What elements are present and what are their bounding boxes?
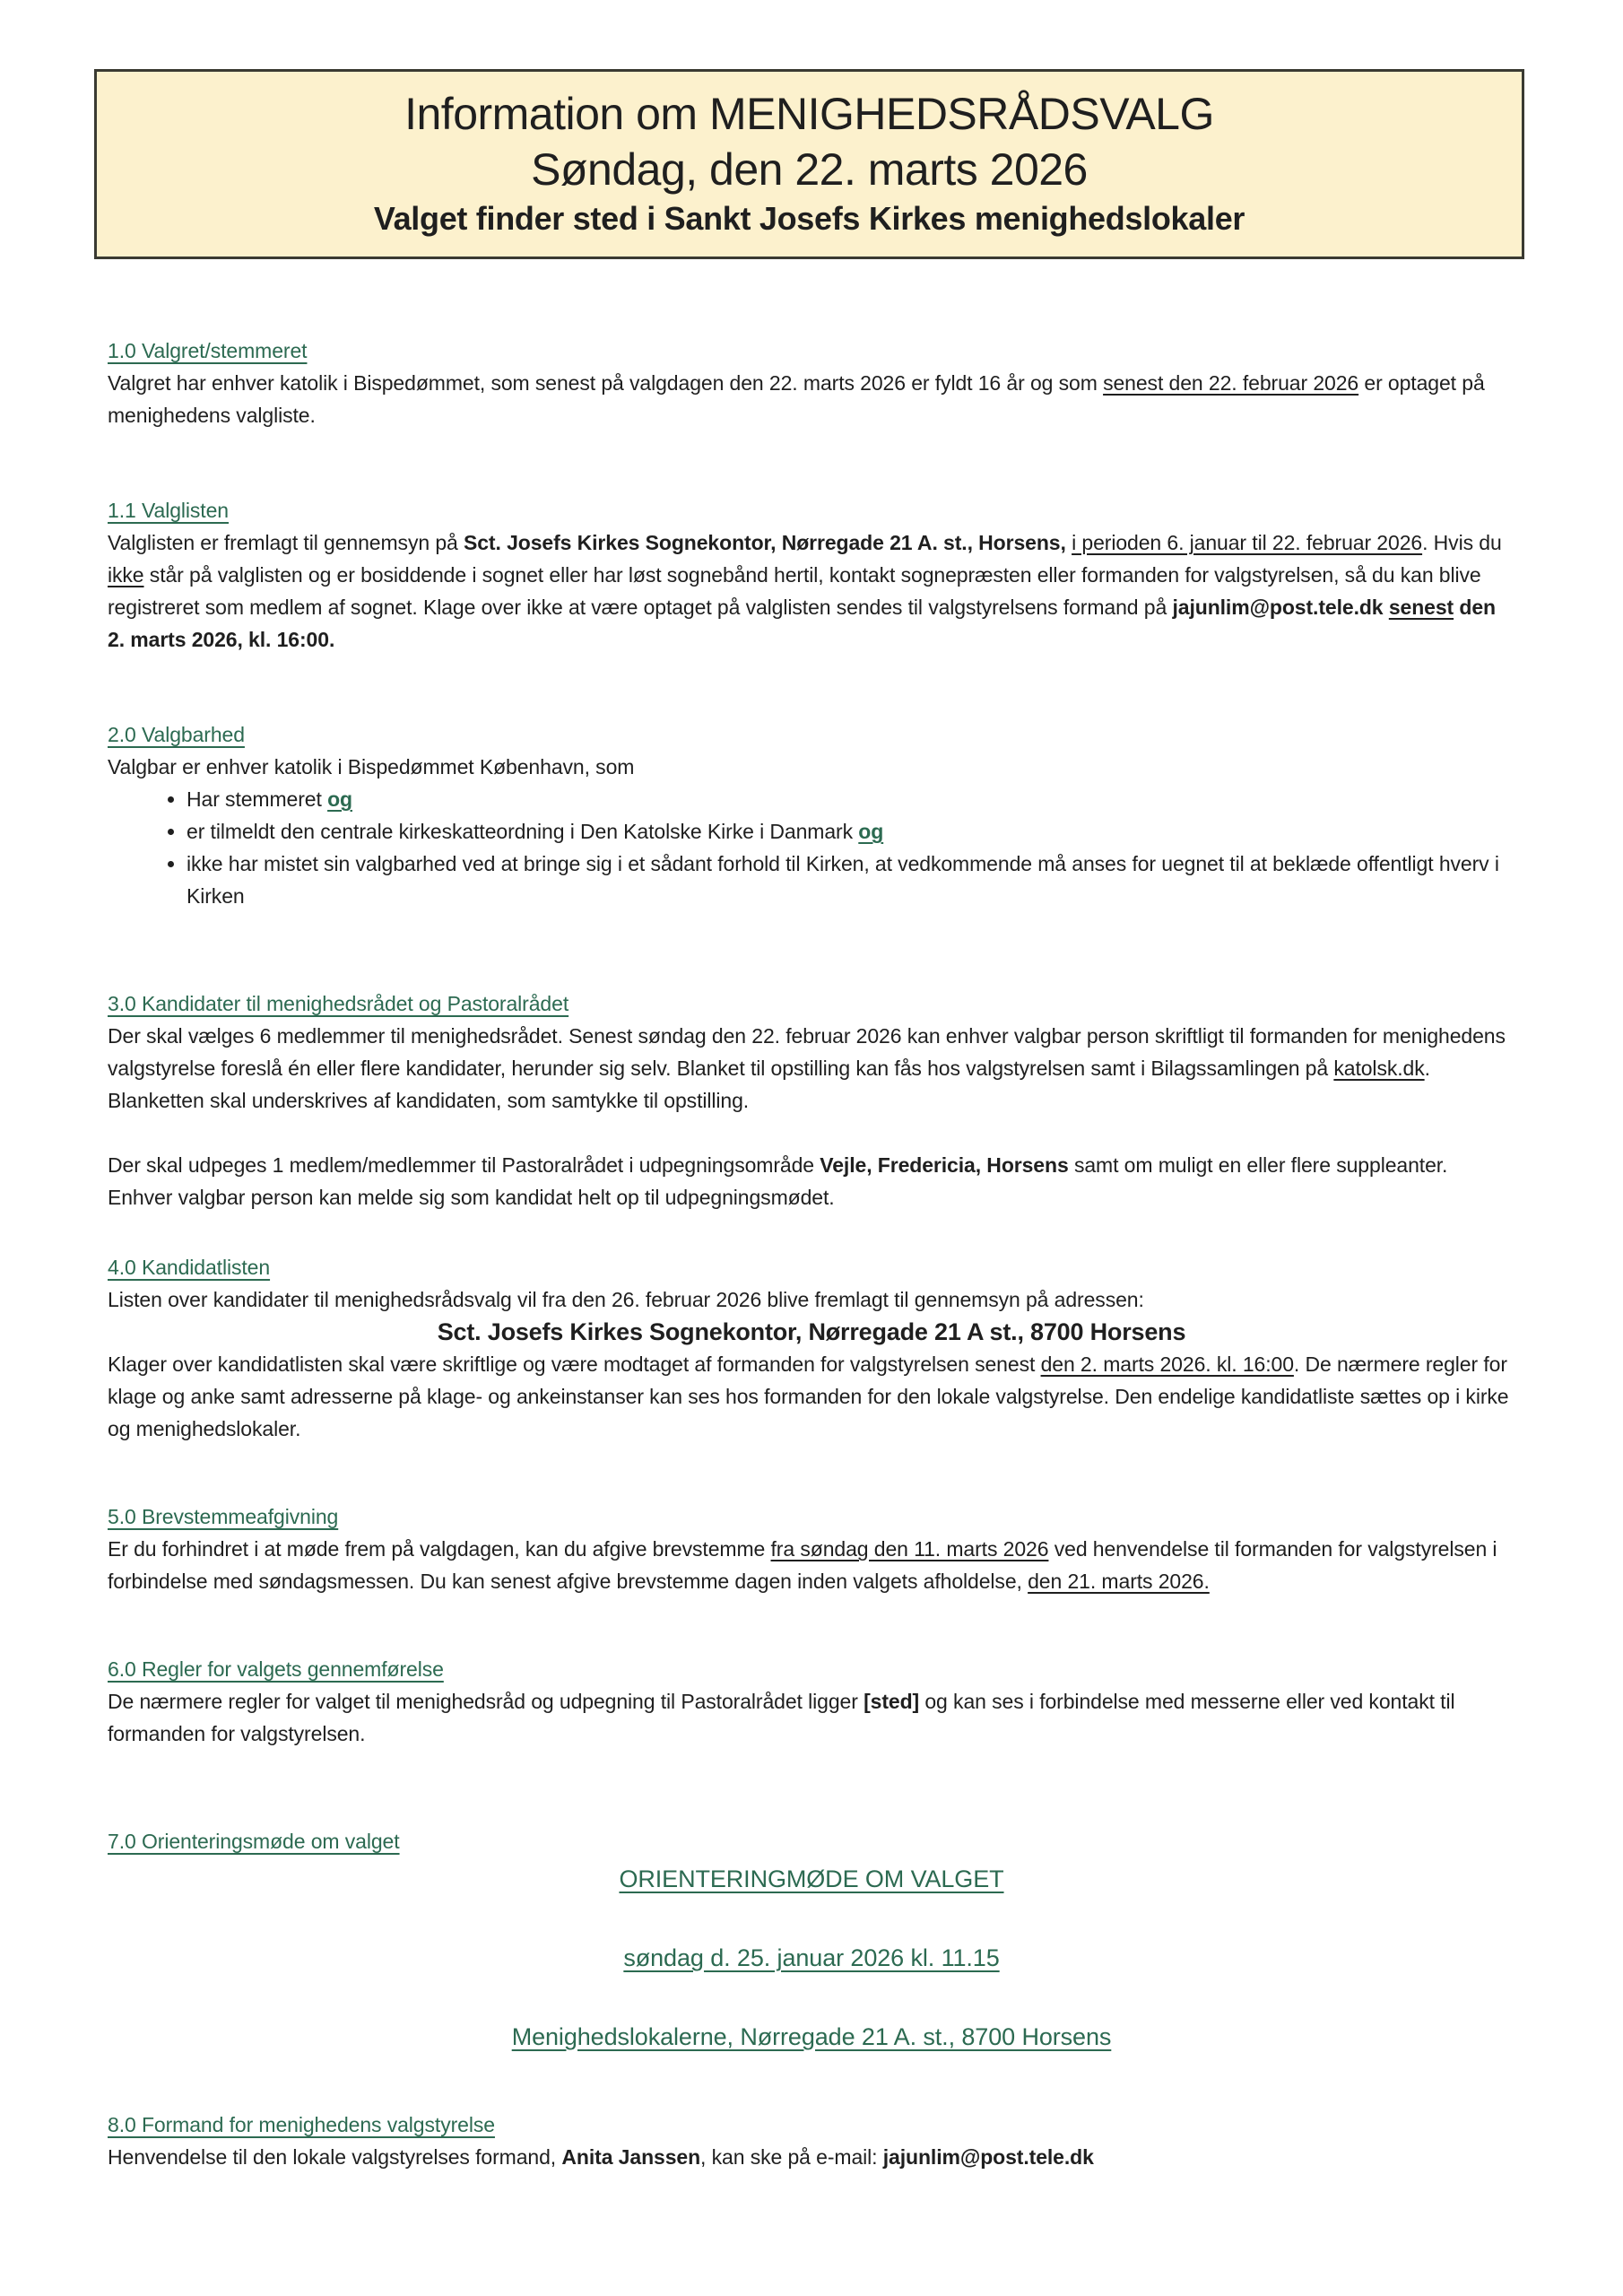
text-run: jajunlim@post.tele.dk	[1172, 596, 1384, 619]
text-run: er tilmeldt den centrale kirkeskatteordning i Den Katolske Kirke i Danmark	[187, 820, 859, 843]
section-8-0-heading: 8.0 Formand for menighedens valgstyrelse	[108, 2113, 495, 2136]
text-run: Valgret har enhver katolik i Bispedømmet, som senest på valgdagen den 22. marts 2026 er fyldt 16 år og som	[108, 371, 1104, 395]
section-6-0-heading: 6.0 Regler for valgets gennemførelse	[108, 1657, 444, 1681]
meeting-place-line: Menighedslokalerne, Nørregade 21 A. st., 8700 Horsens	[511, 2023, 1112, 2050]
section-7-0-heading: 7.0 Orienteringsmøde om valget	[108, 1830, 400, 1853]
document-date: Søndag, den 22. marts 2026	[531, 144, 1088, 195]
section-candidate-list	[108, 1251, 1515, 1445]
section-3-0-paragraph-1	[108, 1020, 1515, 1117]
document-title: Information om MENIGHEDSRÅDSVALG	[404, 89, 1214, 139]
text-run: katolsk.dk	[1333, 1057, 1425, 1080]
section-chairman	[108, 2109, 1515, 2173]
text-run: . De nærmere regler for klage og anke samt adresserne på klage- og ankeinstanser kan ses hos formanden for den lokale valgstyrelse. Den endelige kandidatliste sættes op i kirke og menighedslokaler.	[108, 1352, 1509, 1440]
text-run: Anita Janssen	[561, 2145, 701, 2169]
text-run: og	[327, 787, 352, 811]
eligibility-bullet	[187, 783, 1515, 815]
text-run: den 2. marts 2026, kl. 16:00.	[108, 596, 1496, 651]
text-run: Der skal vælges 6 medlemmer til menighedsrådet. Senest søndag den 22. februar 2026 kan enhver valgbar person skriftligt til formanden for menighedens valgstyrelse foreslå én eller flere kandidater, herunder sig selv. Blanket til opstilling kan fås hos valgstyrelsen samt i Bilagssamlingen på	[108, 1024, 1506, 1080]
section-orientation-meeting	[108, 1825, 1515, 2053]
text-run: fra søndag den 11. marts 2026	[770, 1537, 1049, 1561]
text-run: ikke	[108, 563, 144, 587]
text-run: står på valglisten og er bosiddende i sognet eller har løst sognebånd hertil, kontakt sognepræsten eller formanden for valgstyrelsen, så du kan blive registreret som medlem af sognet. Klage over ikke at være optaget på valglisten sendes til valgstyrelsens formand på	[108, 563, 1481, 619]
eligibility-bullet	[187, 848, 1515, 912]
section-postal-voting	[108, 1500, 1515, 1597]
section-4-0-paragraph-1	[108, 1283, 1515, 1316]
text-run: senest	[1388, 596, 1454, 619]
section-1-0-heading: 1.0 Valgret/stemmeret	[108, 339, 308, 362]
section-5-0-heading: 5.0 Brevstemmeafgivning	[108, 1505, 339, 1528]
text-run: Er du forhindret i at møde frem på valgdagen, kan du afgive brevstemme	[108, 1537, 771, 1561]
section-5-0-paragraph	[108, 1533, 1515, 1597]
text-run: Listen over kandidater til menighedsrådsvalg vil fra den 26. februar 2026 blive fremlagt til gennemsyn på adressen:	[108, 1288, 1144, 1311]
text-run: Valglisten er fremlagt til gennemsyn på	[108, 531, 464, 554]
text-run: Har stemmeret	[187, 787, 328, 811]
text-run: den 21. marts 2026.	[1028, 1570, 1210, 1593]
text-run: De nærmere regler for valget til menighedsråd og udpegning til Pastoralrådet ligger	[108, 1690, 864, 1713]
text-run: ikke har mistet sin valgbarhed ved at bringe sig i et sådant forhold til Kirken, at vedkommende må anses for uegnet til at beklæde offentligt hverv i Kirken	[187, 852, 1499, 908]
title-box	[94, 69, 1524, 259]
text-run: samt om muligt en eller flere suppleanter. Enhver valgbar person kan melde sig som kandidat helt op til udpegningsmødet.	[108, 1153, 1448, 1209]
section-election-rules	[108, 1653, 1515, 1750]
text-run: ved henvendelse til formanden for valgstyrelsen i forbindelse med søndagsmessen. Du kan senest afgive brevstemme dagen inden valgets afholdelse,	[108, 1537, 1497, 1593]
section-8-0-paragraph	[108, 2141, 1515, 2173]
text-run: . Hvis du	[1422, 531, 1502, 554]
meeting-date-line: søndag d. 25. januar 2026 kl. 11.15	[623, 1944, 1000, 1971]
text-run: jajunlim@post.tele.dk	[882, 2145, 1094, 2169]
text-run: den 2. marts 2026. kl. 16:00	[1040, 1352, 1294, 1376]
text-run: [sted]	[864, 1690, 920, 1713]
section-1-0-paragraph	[108, 367, 1515, 431]
text-run: Der skal udpeges 1 medlem/medlemmer til Pastoralrådet i udpegningsområde	[108, 1153, 820, 1177]
text-run: Sct. Josefs Kirkes Sognekontor, Nørregade 21 A. st., Horsens,	[464, 531, 1066, 554]
text-run: , kan ske på e-mail:	[700, 2145, 883, 2169]
text-run: Vejle, Fredericia, Horsens	[820, 1153, 1069, 1177]
document-body	[108, 335, 1515, 2173]
section-2-0-intro: Valgbar er enhver katolik i Bispedømmet København, som	[108, 755, 635, 778]
text-run: senest den 22. februar 2026	[1103, 371, 1359, 395]
section-2-0-heading: 2.0 Valgbarhed	[108, 723, 245, 746]
section-6-0-paragraph	[108, 1685, 1515, 1750]
section-3-0-paragraph-2	[108, 1149, 1515, 1213]
text-run: og	[858, 820, 884, 843]
section-1-1-paragraph	[108, 526, 1515, 656]
section-candidates	[108, 987, 1515, 1213]
section-4-0-paragraph-2	[108, 1348, 1515, 1445]
eligibility-list	[108, 783, 1515, 912]
text-run: og kan ses i forbindelse med messerne eller ved kontakt til formanden for valgstyrelsen.	[108, 1690, 1455, 1745]
document-location: Valget finder sted i Sankt Josefs Kirkes menighedslokaler	[373, 200, 1245, 237]
text-run: . Blanketten skal underskrives af kandidaten, som samtykke til opstilling.	[108, 1057, 1430, 1112]
text-run: Klager over kandidatlisten skal være skriftlige og være modtaget af formanden for valgstyrelsen senest	[108, 1352, 1041, 1376]
text-run: i perioden 6. januar til 22. februar 2026	[1072, 531, 1423, 554]
parish-office-address: Sct. Josefs Kirkes Sognekontor, Nørregade 21 A st., 8700 Horsens	[437, 1318, 1186, 1345]
text-run: er optaget på menighedens valgliste.	[108, 371, 1485, 427]
section-electoral-roll	[108, 494, 1515, 656]
section-1-1-heading: 1.1 Valglisten	[108, 499, 229, 522]
section-voting-right	[108, 335, 1515, 431]
section-3-0-heading: 3.0 Kandidater til menighedsrådet og Pastoralrådet	[108, 992, 569, 1015]
eligibility-bullet	[187, 815, 1515, 848]
meeting-title-line: ORIENTERINGMØDE OM VALGET	[619, 1866, 1004, 1892]
section-4-0-heading: 4.0 Kandidatlisten	[108, 1256, 271, 1279]
text-run: Henvendelse til den lokale valgstyrelses formand,	[108, 2145, 562, 2169]
section-eligibility	[108, 718, 1515, 912]
